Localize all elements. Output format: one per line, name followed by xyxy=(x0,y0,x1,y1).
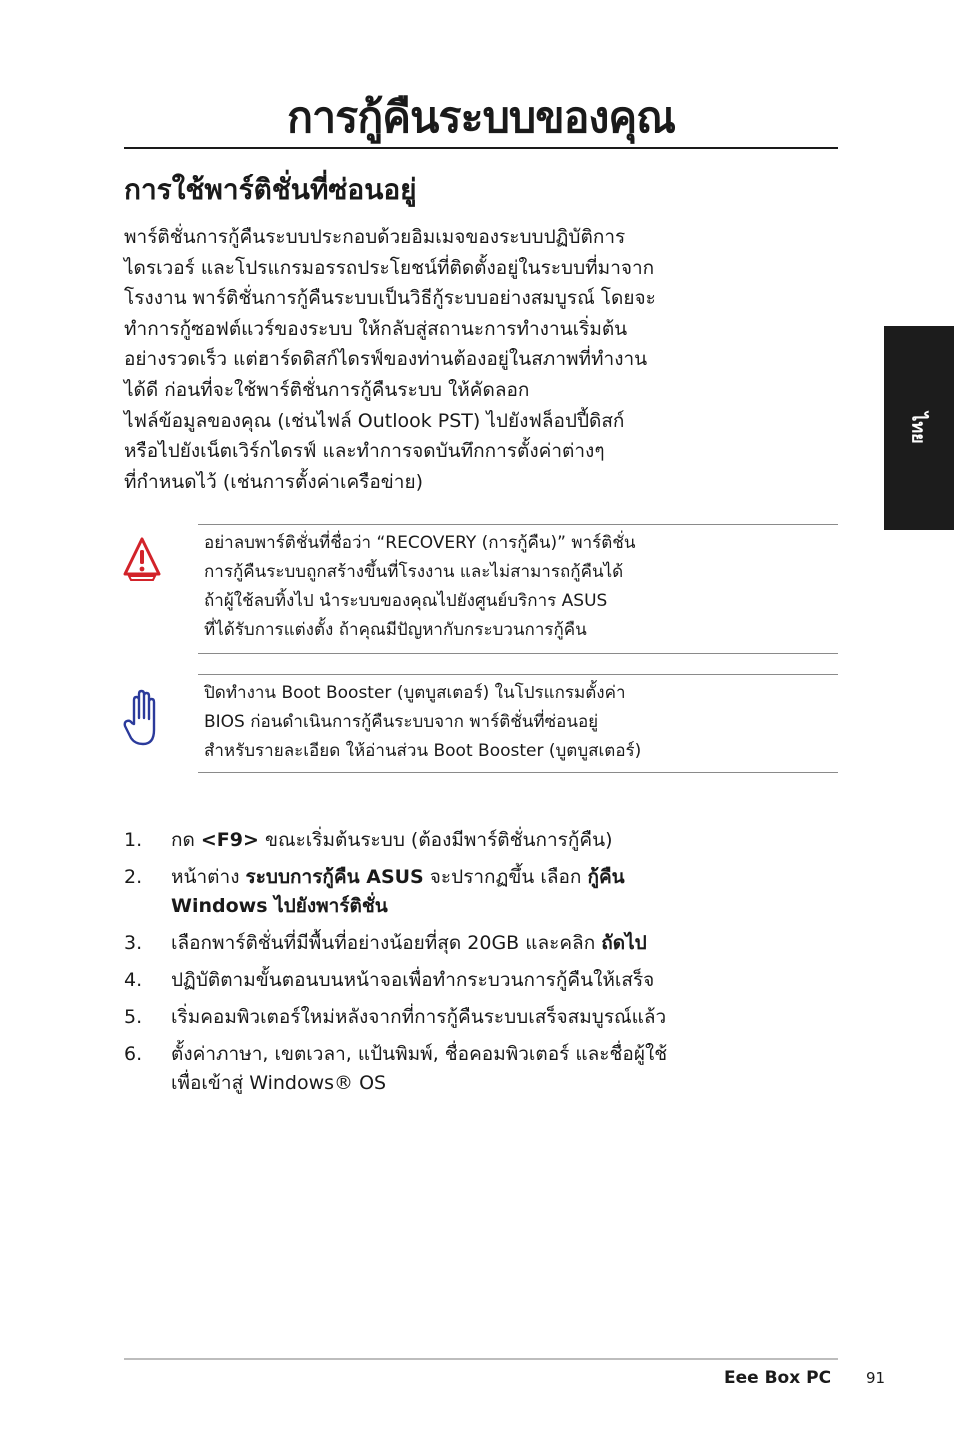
body-paragraph xyxy=(124,222,838,497)
steps-list xyxy=(124,826,838,1106)
step-text: เริ่มคอมพิวเตอร์ใหม่หลังจากที่การกู้คืนระบบเสร็จสมบูรณ์แล้ว xyxy=(171,1006,667,1028)
title-rule xyxy=(124,147,838,149)
body-line: ที่กำหนดไว้ (เช่นการตั้งค่าเครือข่าย) xyxy=(124,470,423,493)
body-line: ไฟล์ข้อมูลของคุณ (เช่นไฟล์ Outlook PST) ไปยังฟล็อปปี้ดิสก์ xyxy=(124,409,625,432)
body-line: อย่างรวดเร็ว แต่ฮาร์ดดิสก์ไดรฟ์ของท่านต้องอยู่ในสภาพที่ทำงาน xyxy=(124,348,648,371)
step-text: เลือกพาร์ติชั่นที่มีพื้นที่อย่างน้อยที่สุด 20GB และคลิก xyxy=(171,932,602,954)
footer-product-name: Eee Box PC xyxy=(724,1368,832,1388)
step-number: 1. xyxy=(124,829,143,851)
step-text: ตั้งค่าภาษา, เขตเวลา, แป้นพิมพ์, ชื่อคอมพิวเตอร์ และชื่อผู้ใช้ xyxy=(171,1043,668,1065)
step-text: ปฏิบัติตามขั้นตอนบนหน้าจอเพื่อทำกระบวนการกู้คืนให้เสร็จ xyxy=(171,969,655,991)
language-tab-label: ไทย xyxy=(907,412,929,444)
step-item xyxy=(124,929,838,958)
step-item xyxy=(124,826,838,855)
section-title: การใช้พาร์ติชั่นที่ซ่อนอยู่ xyxy=(124,173,417,206)
body-line: พาร์ติชั่นการกู้คืนระบบประกอบด้วยอิมเมจของระบบปฏิบัติการ xyxy=(124,226,626,248)
step-number: 3. xyxy=(124,932,143,954)
step-number: 2. xyxy=(124,866,143,888)
warning-line: ที่ได้รับการแต่งตั้ง ถ้าคุณมีปัญหากับกระบวนการกู้คืน xyxy=(204,620,587,640)
body-line: หรือไปยังเน็ตเวิร์กไดรฟ์ และทำการจดบันทึกการตั้งค่าต่างๆ xyxy=(124,440,605,463)
step-text: หน้าต่าง xyxy=(171,866,246,888)
footer-rule xyxy=(124,1358,838,1360)
step-number: 6. xyxy=(124,1043,143,1065)
info-line: ปิดทำงาน Boot Booster (บูตบูสเตอร์) ในโปรแกรมตั้งค่า xyxy=(204,683,626,703)
step-key: <F9> xyxy=(200,829,259,851)
hand-icon xyxy=(122,688,162,754)
info-line: สำหรับรายละเอียด ให้อ่านส่วน Boot Booster (บูตบูสเตอร์) xyxy=(204,741,642,761)
body-line: โรงงาน พาร์ติชั่นการกู้คืนระบบเป็นวิธีกู้ระบบอย่างสมบูรณ์ โดยจะ xyxy=(124,287,656,310)
step-item xyxy=(124,863,838,921)
step-emphasis: ระบบการกู้คืน ASUS xyxy=(245,866,424,888)
step-number: 4. xyxy=(124,969,143,991)
page-number: 91 xyxy=(866,1369,886,1387)
warning-note xyxy=(198,524,838,654)
step-item xyxy=(124,966,838,995)
step-emphasis: ถัดไป xyxy=(601,932,647,954)
body-line: ไดรเวอร์ และโปรแกรมอรรถประโยชน์ที่ติดตั้งอยู่ในระบบที่มาจาก xyxy=(124,256,655,279)
warning-line: อย่าลบพาร์ติชั่นที่ชื่อว่า “RECOVERY (การกู้คืน)” พาร์ติชั่น xyxy=(204,533,636,553)
info-line: BIOS ก่อนดำเนินการกู้คืนระบบจาก พาร์ติชั่นที่ซ่อนอยู่ xyxy=(204,712,599,732)
step-text: เพื่อเข้าสู่ Windows® OS xyxy=(171,1072,387,1094)
step-number: 5. xyxy=(124,1006,143,1028)
step-emphasis: กู้คืน xyxy=(587,866,625,888)
step-text: ขณะเริ่มต้นระบบ (ต้องมีพาร์ติชั่นการกู้คืน) xyxy=(258,829,613,851)
step-item xyxy=(124,1040,838,1098)
warning-line: ถ้าผู้ใช้ลบทิ้งไป นำระบบของคุณไปยังศูนย์บริการ ASUS xyxy=(204,591,608,611)
warning-icon xyxy=(122,536,162,586)
body-line: ได้ดี ก่อนที่จะใช้พาร์ติชั่นการกู้คืนระบบ ให้คัดลอก xyxy=(124,378,530,401)
step-item xyxy=(124,1003,838,1032)
step-text: กด xyxy=(171,829,201,851)
page-title: การกู้คืนระบบของคุณ xyxy=(286,93,676,143)
language-side-tab xyxy=(884,326,954,530)
body-line: ทำการกู้ซอฟต์แวร์ของระบบ ให้กลับสู่สถานะการทำงานเริ่มต้น xyxy=(124,317,628,340)
warning-line: การกู้คืนระบบถูกสร้างขึ้นที่โรงงาน และไม่สามารถกู้คืนได้ xyxy=(204,562,624,582)
info-note xyxy=(198,674,838,773)
step-text: จะปรากฏขึ้น เลือก xyxy=(423,866,588,888)
step-emphasis: Windows ไปยังพาร์ติชั่น xyxy=(171,895,388,917)
